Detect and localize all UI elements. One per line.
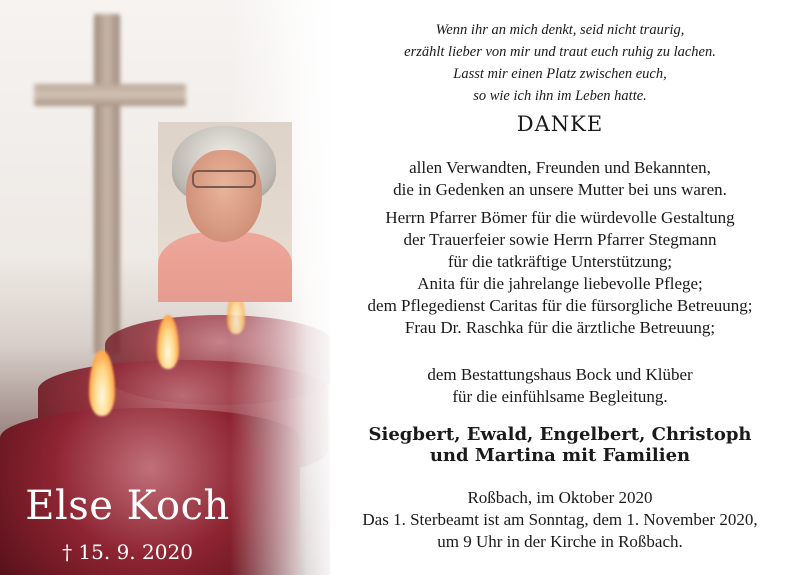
deceased-name: Else Koch	[25, 483, 230, 529]
thanks-line: der Trauerfeier sowie Herrn Pfarrer Stegmann	[403, 230, 717, 249]
portrait-photo	[158, 122, 292, 302]
signers	[320, 424, 800, 466]
portrait-sweater	[158, 232, 292, 302]
thanks-line: allen Verwandten, Freunden und Bekannten,	[409, 158, 711, 177]
place-date: Roßbach, im Oktober 2020	[467, 488, 653, 507]
thanks-line: Herrn Pfarrer Bömer für die würdevolle Gestaltung	[385, 208, 735, 227]
mass-line: Das 1. Sterbeamt ist am Sonntag, dem 1. November 2020,	[362, 510, 758, 529]
death-date: † 15. 9. 2020	[62, 540, 193, 564]
poem-line: erzählt lieber von mir und traut euch ruhig zu lachen.	[404, 44, 716, 60]
thanks-line: dem Bestattungshaus Bock und Klüber	[427, 365, 693, 384]
mass-line: um 9 Uhr in der Kirche in Roßbach.	[437, 532, 683, 551]
poem	[320, 19, 800, 107]
thanks-line: für die tatkräftige Unterstützung;	[447, 252, 673, 271]
thanks-line: Anita für die jahrelange liebevolle Pflege;	[417, 274, 703, 293]
portrait-face	[186, 150, 262, 242]
place-and-mass	[320, 487, 800, 553]
thanks-line: dem Pflegedienst Caritas für die fürsorgliche Betreuung;	[367, 296, 753, 315]
thanks-line: für die einfühlsame Begleitung.	[452, 387, 668, 406]
signer-line: und Martina mit Familien	[429, 445, 691, 466]
cross-bar	[34, 84, 186, 106]
thanks-line: die in Gedenken an unsere Mutter bei uns waren.	[393, 180, 727, 199]
cross-icon	[94, 14, 120, 354]
thanks-line: Frau Dr. Raschka für die ärztliche Betreuung;	[404, 318, 716, 337]
poem-line: Lasst mir einen Platz zwischen euch,	[453, 66, 667, 82]
thanks-list	[320, 207, 800, 339]
portrait-glasses	[192, 170, 256, 188]
thanks-funeral	[320, 364, 800, 408]
danke-heading: DANKE	[516, 112, 604, 136]
poem-line: Wenn ihr an mich denkt, seid nicht traurig,	[435, 22, 685, 38]
thanks-intro	[320, 157, 800, 201]
signer-line: Siegbert, Ewald, Engelbert, Christoph	[368, 424, 752, 445]
poem-line: so wie ich ihn im Leben hatte.	[473, 88, 647, 104]
